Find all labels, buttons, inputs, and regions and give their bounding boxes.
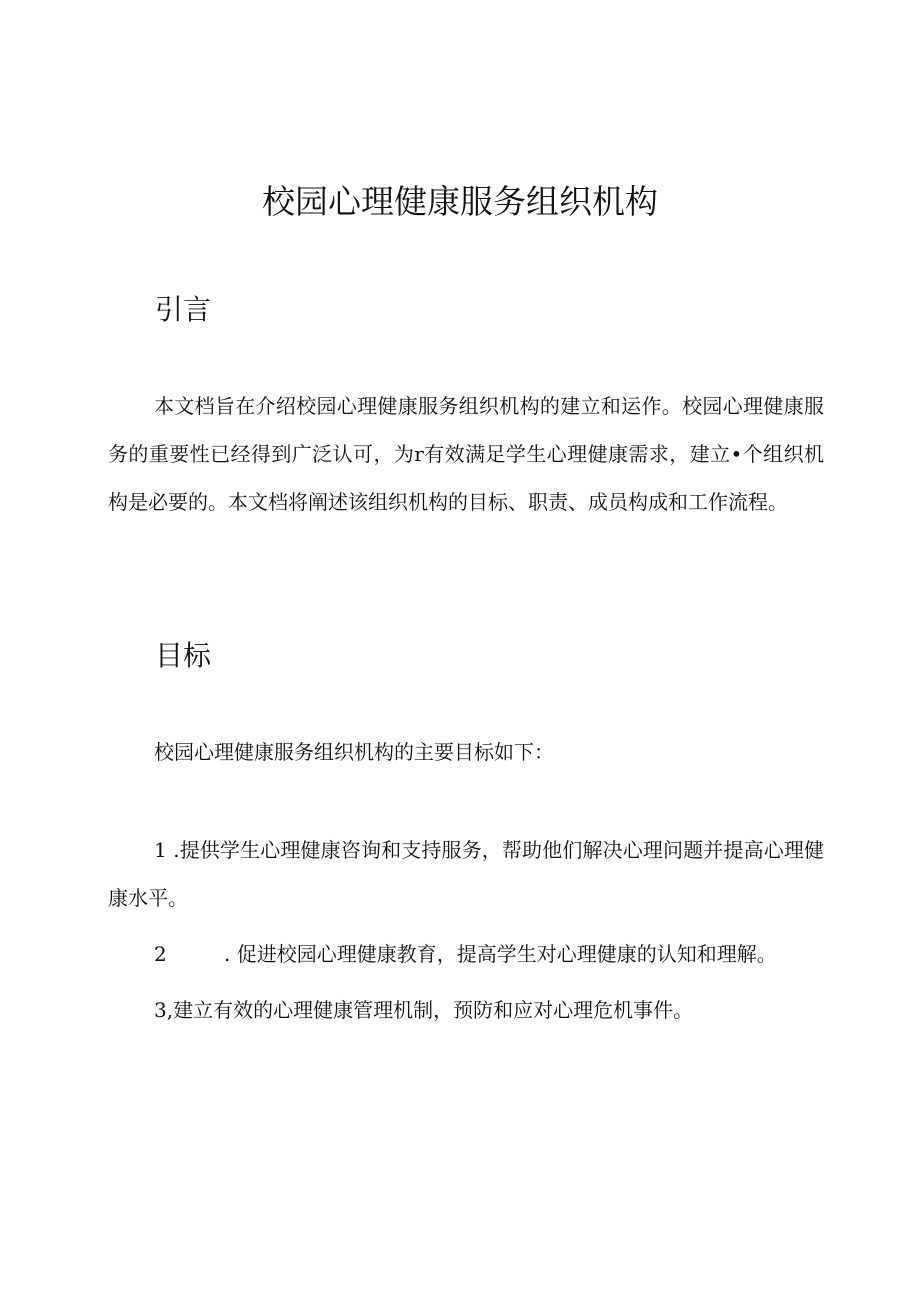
goal-item <box>108 826 824 922</box>
section-heading-goals: 目标 <box>155 639 212 672</box>
goal-item <box>108 986 824 1034</box>
goal-text: . 促进校园心理健康教育，提高学生对心理健康的认知和理解。 <box>224 942 777 966</box>
goals-list <box>108 826 824 1042</box>
section-heading-intro: 引言 <box>155 293 212 326</box>
intro-paragraph: 本文档旨在介绍校园心理健康服务组织机构的建立和运作。校园心理健康服务的重要性已经得到广泛认可，为r有效满足学生心理健康需求，建立•个组织机构是必要的。本文档将阐述该组织机构的目标、职责、成员构成和工作流程。 <box>108 394 824 514</box>
goal-number: 3, <box>154 998 174 1022</box>
goal-item <box>108 930 824 978</box>
goal-text: 提供学生心理健康咨询和支持服务，帮助他们解决心理问题并提高心理健康水平。 <box>108 838 824 910</box>
goal-number: 2 <box>154 942 167 966</box>
goals-intro-paragraph: 校园心理健康服务组织机构的主要目标如下： <box>154 740 554 764</box>
goal-text: 建立有效的心理健康管理机制，预防和应对心理危机事件。 <box>173 998 694 1022</box>
goal-number: 1 . <box>154 838 180 862</box>
document-title: 校园心理健康服务组织机构 <box>262 182 658 221</box>
